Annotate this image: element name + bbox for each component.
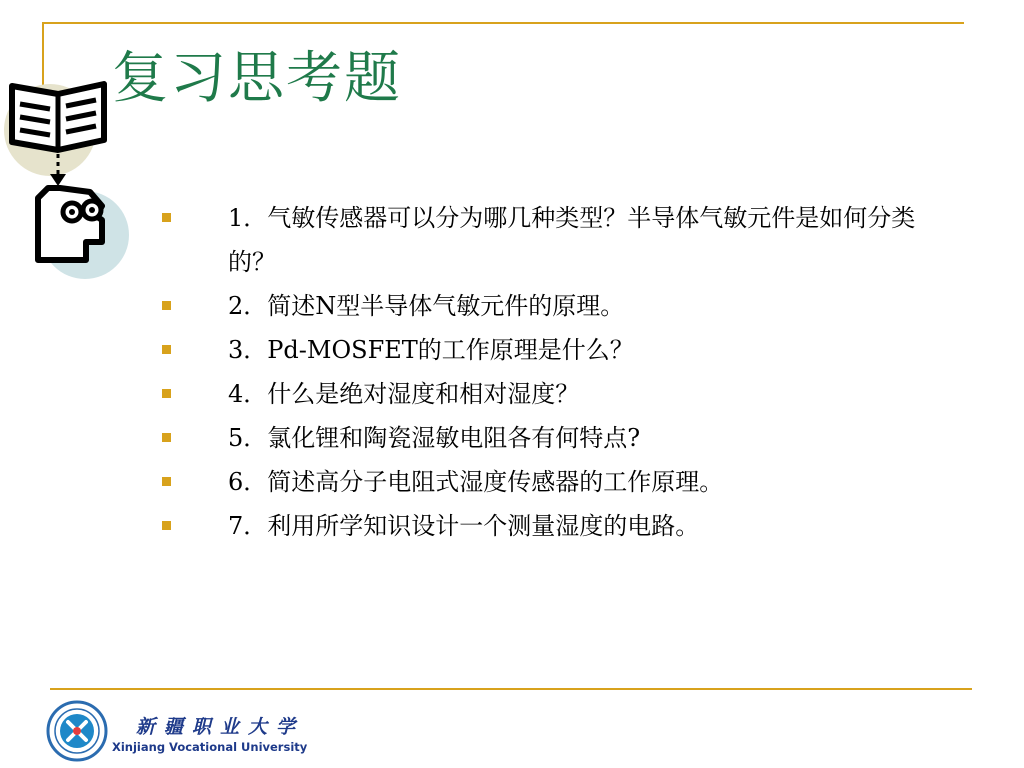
question-text: 5．氯化锂和陶瓷湿敏电阻各有何特点? <box>228 424 641 452</box>
question-text: 3．Pd-MOSFET的工作原理是什么？ <box>228 336 634 364</box>
question-item <box>160 504 920 548</box>
question-text: 7．利用所学知识设计一个测量湿度的电路。 <box>228 512 700 540</box>
question-list <box>160 196 920 548</box>
footer-university-name-en: Xinjiang Vocational University <box>112 740 308 754</box>
question-item <box>160 328 920 372</box>
question-item <box>160 372 920 416</box>
question-text: 1．气敏传感器可以分为哪几种类型？半导体气敏元件是如何分类的？ <box>228 204 916 276</box>
question-text: 4．什么是绝对湿度和相对湿度？ <box>228 380 580 408</box>
bullet-square-icon <box>162 521 171 530</box>
question-item <box>160 284 920 328</box>
bullet-square-icon <box>162 213 171 222</box>
top-rule <box>42 22 964 24</box>
bottom-rule <box>50 688 972 690</box>
university-seal-icon <box>46 700 108 762</box>
question-item <box>160 416 920 460</box>
bullet-square-icon <box>162 345 171 354</box>
question-item <box>160 460 920 504</box>
book-and-thinking-face-icon <box>0 70 140 280</box>
bullet-square-icon <box>162 477 171 486</box>
bullet-square-icon <box>162 389 171 398</box>
bullet-square-icon <box>162 433 171 442</box>
question-text: 2．简述N型半导体气敏元件的原理。 <box>228 292 625 320</box>
bullet-square-icon <box>162 301 171 310</box>
footer-university-name-cn: 新疆职业大学 <box>136 716 305 738</box>
question-item <box>160 196 920 284</box>
question-text: 6．简述高分子电阻式湿度传感器的工作原理。 <box>228 468 724 496</box>
slide-title: 复习思考题 <box>112 46 402 111</box>
